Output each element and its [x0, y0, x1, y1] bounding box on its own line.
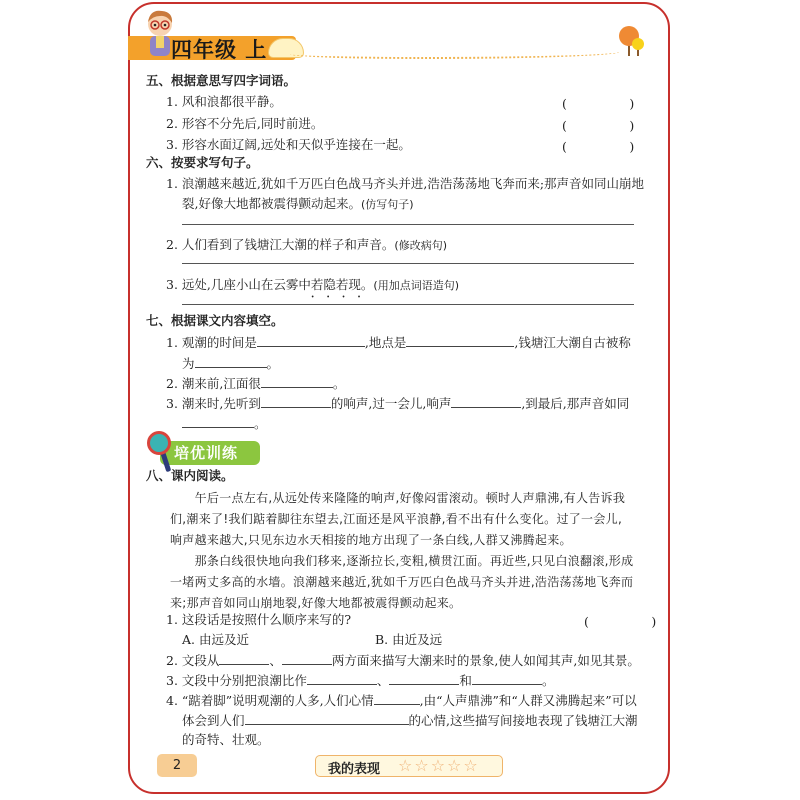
- grade-title: 四年级 上: [171, 38, 268, 62]
- section7-item-3: [166, 395, 629, 412]
- answer-paren[interactable]: ( ): [562, 118, 635, 133]
- text: 。: [541, 673, 555, 688]
- fill-blank[interactable]: [406, 334, 514, 347]
- text: 为: [182, 356, 195, 371]
- section6-item-1-line2: [182, 196, 414, 213]
- star-rating-icon[interactable]: ☆☆☆☆☆: [398, 756, 480, 775]
- sentence-text: 3. 远处,几座小山在云雾中: [166, 277, 311, 292]
- section8-title: 八、课内阅读。: [146, 468, 234, 483]
- page-number: 2: [157, 754, 197, 777]
- sentence-text: 裂,好像大地都被震得颤动起来。: [182, 196, 361, 211]
- text: ,钱塘江大潮自古被称: [514, 335, 631, 350]
- answer-line[interactable]: [182, 304, 634, 305]
- fill-blank[interactable]: [182, 415, 254, 428]
- passage-line: 们,潮来了!我们踮着脚往东望去,江面还是风平浪静,看不出有什么变化。过了一会儿,: [170, 512, 623, 526]
- fill-blank[interactable]: [374, 692, 420, 705]
- question-4: [166, 692, 637, 709]
- fill-blank[interactable]: [472, 672, 542, 685]
- section7-title: 七、根据课文内容填空。: [146, 313, 284, 328]
- text: 。: [266, 356, 280, 371]
- text: 的响声,过一会儿,响声: [330, 396, 452, 411]
- section7-item-3-cont: [182, 415, 267, 432]
- answer-paren[interactable]: ( ): [584, 614, 657, 629]
- section5-title: 五、根据意思写四字词语。: [146, 73, 297, 88]
- dotted-word: 若隐若现 • • • •: [311, 277, 361, 292]
- section6-item-3: [166, 277, 459, 294]
- performance-box: [315, 755, 503, 777]
- option-b[interactable]: B. 由近及远: [375, 632, 443, 647]
- performance-label: 我的表现: [328, 762, 381, 777]
- fill-blank[interactable]: [257, 334, 365, 347]
- section6-title: 六、按要求写句子。: [146, 155, 259, 170]
- section-badge: 培优训练: [160, 441, 260, 465]
- fill-blank[interactable]: [219, 652, 269, 665]
- fill-blank[interactable]: [245, 712, 409, 725]
- sentence-text: 2. 人们看到了钱塘江大潮的样子和声音。: [166, 237, 395, 252]
- text: 3. 潮来时,先听到: [166, 396, 261, 411]
- text: 2. 文段从: [166, 653, 220, 668]
- text: 。: [254, 416, 267, 431]
- text: ,地点是: [364, 335, 407, 350]
- passage-line: 响声越来越大,只见东边水天相接的地方出现了一条白线,人群又沸腾起来。: [170, 533, 572, 547]
- section5-item-1: 1. 风和浪都很平静。: [166, 94, 282, 109]
- section6-item-2: [166, 237, 447, 254]
- option-a[interactable]: A. 由远及近: [182, 632, 249, 647]
- text: ,到最后,那声音如同: [521, 396, 630, 411]
- fill-blank[interactable]: [195, 355, 267, 368]
- section5-item-3: 3. 形容水面辽阔,远处和天似乎连接在一起。: [166, 137, 411, 152]
- text: 两方面来描写大潮来时的景象,使人如闻其声,如见其景。: [331, 653, 640, 668]
- text: 3. 文段中分别把浪潮比作: [166, 673, 307, 688]
- section5-item-2: 2. 形容不分先后,同时前进。: [166, 116, 324, 131]
- question-4-cont: [182, 712, 638, 729]
- instruction-note: (修改病句): [394, 239, 447, 252]
- passage-line: 午后一点左右,从远处传来隆隆的响声,好像闷雷滚动。顿时人声鼎沸,有人告诉我: [170, 491, 626, 505]
- section7-item-1-cont: [182, 355, 279, 372]
- section7-item-1: [166, 334, 631, 351]
- question-4-end: 的奇特、壮观。: [182, 732, 270, 747]
- sentence-text: 。: [360, 277, 374, 292]
- fill-blank[interactable]: [261, 395, 331, 408]
- answer-line[interactable]: [182, 263, 634, 264]
- instruction-note: (用加点词语造句): [373, 279, 459, 292]
- answer-paren[interactable]: ( ): [562, 139, 635, 154]
- instruction-note: (仿写句子): [360, 198, 414, 211]
- text: 和: [459, 673, 472, 688]
- magnifier-icon: [147, 431, 171, 455]
- passage-line: 来;那声音如同山崩地裂,好像大地都被震得颤动起来。: [170, 596, 462, 610]
- answer-paren[interactable]: ( ): [562, 96, 635, 111]
- text: ,由“人声鼎沸”和“人群又沸腾起来”可以: [419, 693, 637, 708]
- fill-blank[interactable]: [389, 672, 459, 685]
- tree-icon: [618, 24, 648, 56]
- text: 。: [332, 376, 346, 391]
- question-3: [166, 672, 554, 689]
- question-1: 1. 这段话是按照什么顺序来写的?: [166, 612, 352, 627]
- section7-item-2: [166, 375, 345, 392]
- text: 、: [376, 673, 390, 688]
- section6-item-1-line1: 1. 浪潮越来越近,犹如千万匹白色战马齐头并进,浩浩荡荡地飞奔而来;那声音如同山崩地: [166, 176, 645, 191]
- passage-line: 那条白线很快地向我们移来,逐渐拉长,变粗,横贯江面。再近些,只见白浪翻滚,形成: [170, 554, 634, 568]
- fill-blank[interactable]: [282, 652, 332, 665]
- text: 体会到人们: [182, 713, 245, 728]
- question-2: [166, 652, 640, 669]
- answer-line[interactable]: [182, 224, 634, 225]
- text: 4. “踮着脚”说明观潮的人多,人们心情: [166, 693, 374, 708]
- passage-line: 一堵两丈多高的水墙。浪潮越来越近,犹如千万匹白色战马齐头并进,浩浩荡荡地飞奔而: [170, 575, 634, 589]
- text: 1. 观潮的时间是: [166, 335, 257, 350]
- fill-blank[interactable]: [261, 375, 333, 388]
- fill-blank[interactable]: [451, 395, 521, 408]
- text: 、: [269, 653, 282, 668]
- text: 的心情,这些描写间接地表现了钱塘江大潮: [408, 713, 638, 728]
- fill-blank[interactable]: [307, 672, 377, 685]
- text: 2. 潮来前,江面很: [166, 376, 261, 391]
